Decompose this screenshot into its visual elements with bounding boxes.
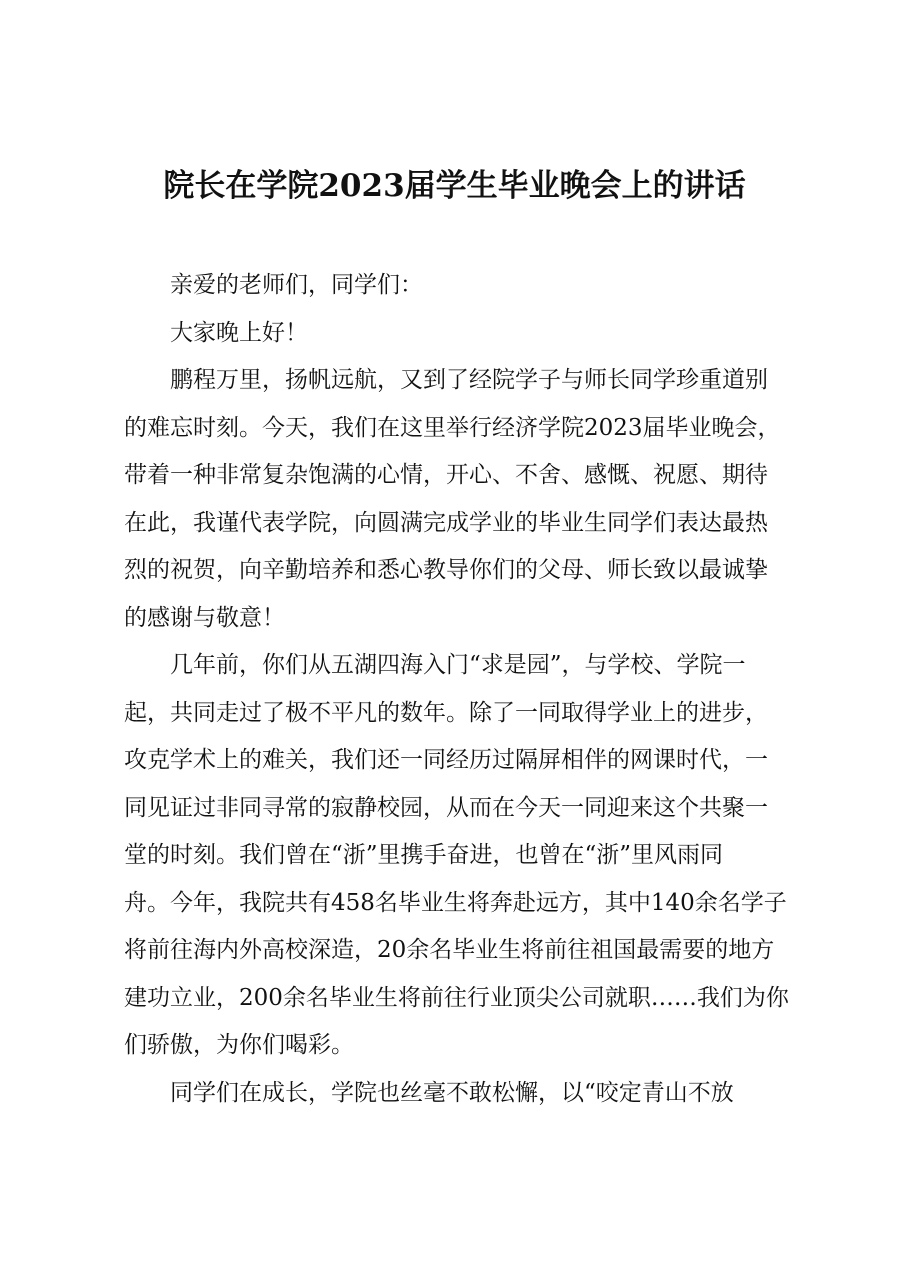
text-line: 堂的时刻。我们曾在“浙”里携手奋进，也曾在“浙”里风雨同 [124,842,724,868]
text-line: 鹏程万里，扬帆远航，又到了经院学子与师长同学珍重道别 [170,367,768,393]
text-line: 带着一种非常复杂饱满的心情，开心、不舍、感慨、祝愿、期待 [124,462,768,488]
text-line: 大家晚上好！ [170,319,308,346]
text-line: 们骄傲，为你们喝彩。 [124,1032,354,1058]
text-line: 将前往海内外高校深造，20余名毕业生将前往祖国最需要的地方 [124,937,775,963]
text-line: 几年前，你们从五湖四海入门“求是园”，与学校、学院一 [170,652,746,678]
text-line: 同见证过非同寻常的寂静校园，从而在今天一同迎来这个共聚一 [124,794,768,821]
text-line: 在此，我谨代表学院，向圆满完成学业的毕业生同学们表达最热 [124,509,768,536]
paragraph-growth [124,1070,824,1118]
text-line: 的感谢与敬意！ [124,604,285,631]
text-line: 同学们在成长，学院也丝毫不敢松懈，以“咬定青山不放 [170,1079,734,1106]
text-line: 烈的祝贺，向辛勤培养和悉心教导你们的父母、师长致以最诚挚 [124,557,768,583]
text-line: 攻克学术上的难关，我们还一同经历过隔屏相伴的网课时代，一 [124,747,768,773]
text-line: 亲爱的老师们，同学们： [170,272,423,298]
document-title: 院长在学院2023届学生毕业晚会上的讲话 [163,168,746,204]
paragraph-opening [124,357,824,642]
text-line: 舟。今年，我院共有458名毕业生将奔赴远方，其中140余名学子 [124,889,787,916]
paragraph-salutation [124,310,824,358]
text-line: 起，共同走过了极不平凡的数年。除了一同取得学业上的进步， [124,699,768,726]
paragraph-years [124,642,824,1070]
text-line: 的难忘时刻。今天，我们在这里举行经济学院2023届毕业晚会， [124,414,781,441]
text-line: 建功立业，200余名毕业生将前往行业顶尖公司就职……我们为你 [124,984,789,1011]
document-body [124,262,824,1117]
paragraph-greeting [124,262,824,310]
